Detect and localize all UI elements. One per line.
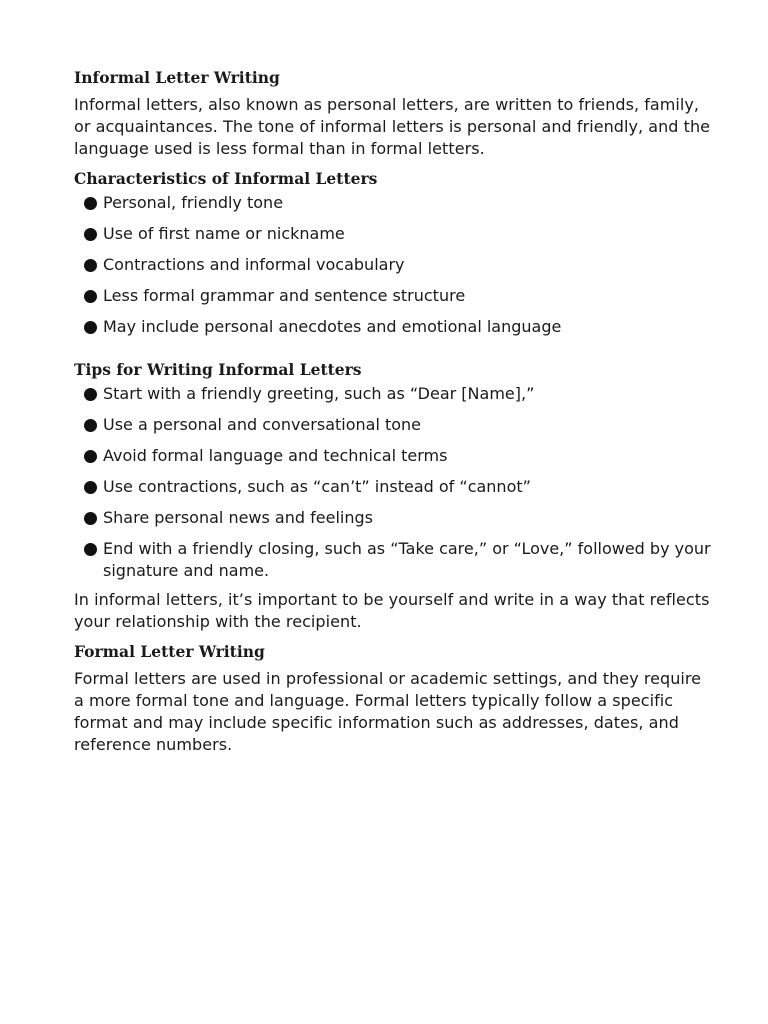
list-item	[74, 476, 714, 498]
tips-list	[74, 383, 714, 582]
characteristics-list	[74, 192, 714, 338]
list-item-text: End with a friendly closing, such as “Take care,” or “Love,” followed by your signature and name.	[103, 539, 711, 580]
list-item-text: May include personal anecdotes and emotional language	[103, 317, 562, 336]
bullet-icon	[84, 388, 97, 401]
list-item	[74, 414, 714, 436]
bullet-icon	[84, 512, 97, 525]
list-item	[74, 538, 714, 582]
list-item	[74, 383, 714, 405]
informal-letter-heading: Informal Letter Writing	[74, 68, 280, 87]
bullet-icon	[84, 450, 97, 463]
bullet-icon	[84, 481, 97, 494]
bullet-icon	[84, 321, 97, 334]
list-item	[74, 285, 714, 307]
list-item	[74, 507, 714, 529]
document-page	[74, 64, 714, 756]
list-item	[74, 223, 714, 245]
bullet-icon	[84, 543, 97, 556]
list-item	[74, 254, 714, 276]
list-item	[74, 192, 714, 214]
list-item-text: Contractions and informal vocabulary	[103, 255, 405, 274]
list-item	[74, 316, 714, 338]
list-item	[74, 445, 714, 467]
list-item-text: Personal, friendly tone	[103, 193, 284, 212]
formal-letter-heading: Formal Letter Writing	[74, 642, 265, 661]
tips-heading: Tips for Writing Informal Letters	[74, 360, 362, 379]
list-item-text: Use contractions, such as “can’t” instead of “cannot”	[103, 477, 531, 496]
bullet-icon	[84, 290, 97, 303]
list-item-text: Less formal grammar and sentence structure	[103, 286, 466, 305]
bullet-icon	[84, 197, 97, 210]
list-item-text: Start with a friendly greeting, such as “Dear [Name],”	[103, 384, 535, 403]
informal-intro-paragraph: Informal letters, also known as personal letters, are written to friends, family, or acquaintances. The tone of informal letters is personal and friendly, and the language used is less formal than in formal letters.	[74, 95, 711, 158]
list-item-text: Use of first name or nickname	[103, 224, 345, 243]
bullet-icon	[84, 259, 97, 272]
characteristics-heading: Characteristics of Informal Letters	[74, 169, 378, 188]
list-item-text: Avoid formal language and technical terms	[103, 446, 448, 465]
bullet-icon	[84, 419, 97, 432]
bullet-icon	[84, 228, 97, 241]
formal-intro-paragraph: Formal letters are used in professional or academic settings, and they require a more formal tone and language. Formal letters typically follow a specific format and may include specific information such as addresses, dates, and reference numbers.	[74, 669, 702, 754]
informal-closing-paragraph: In informal letters, it’s important to be yourself and write in a way that reflects your relationship with the recipient.	[74, 590, 710, 631]
list-item-text: Use a personal and conversational tone	[103, 415, 422, 434]
list-item-text: Share personal news and feelings	[103, 508, 373, 527]
